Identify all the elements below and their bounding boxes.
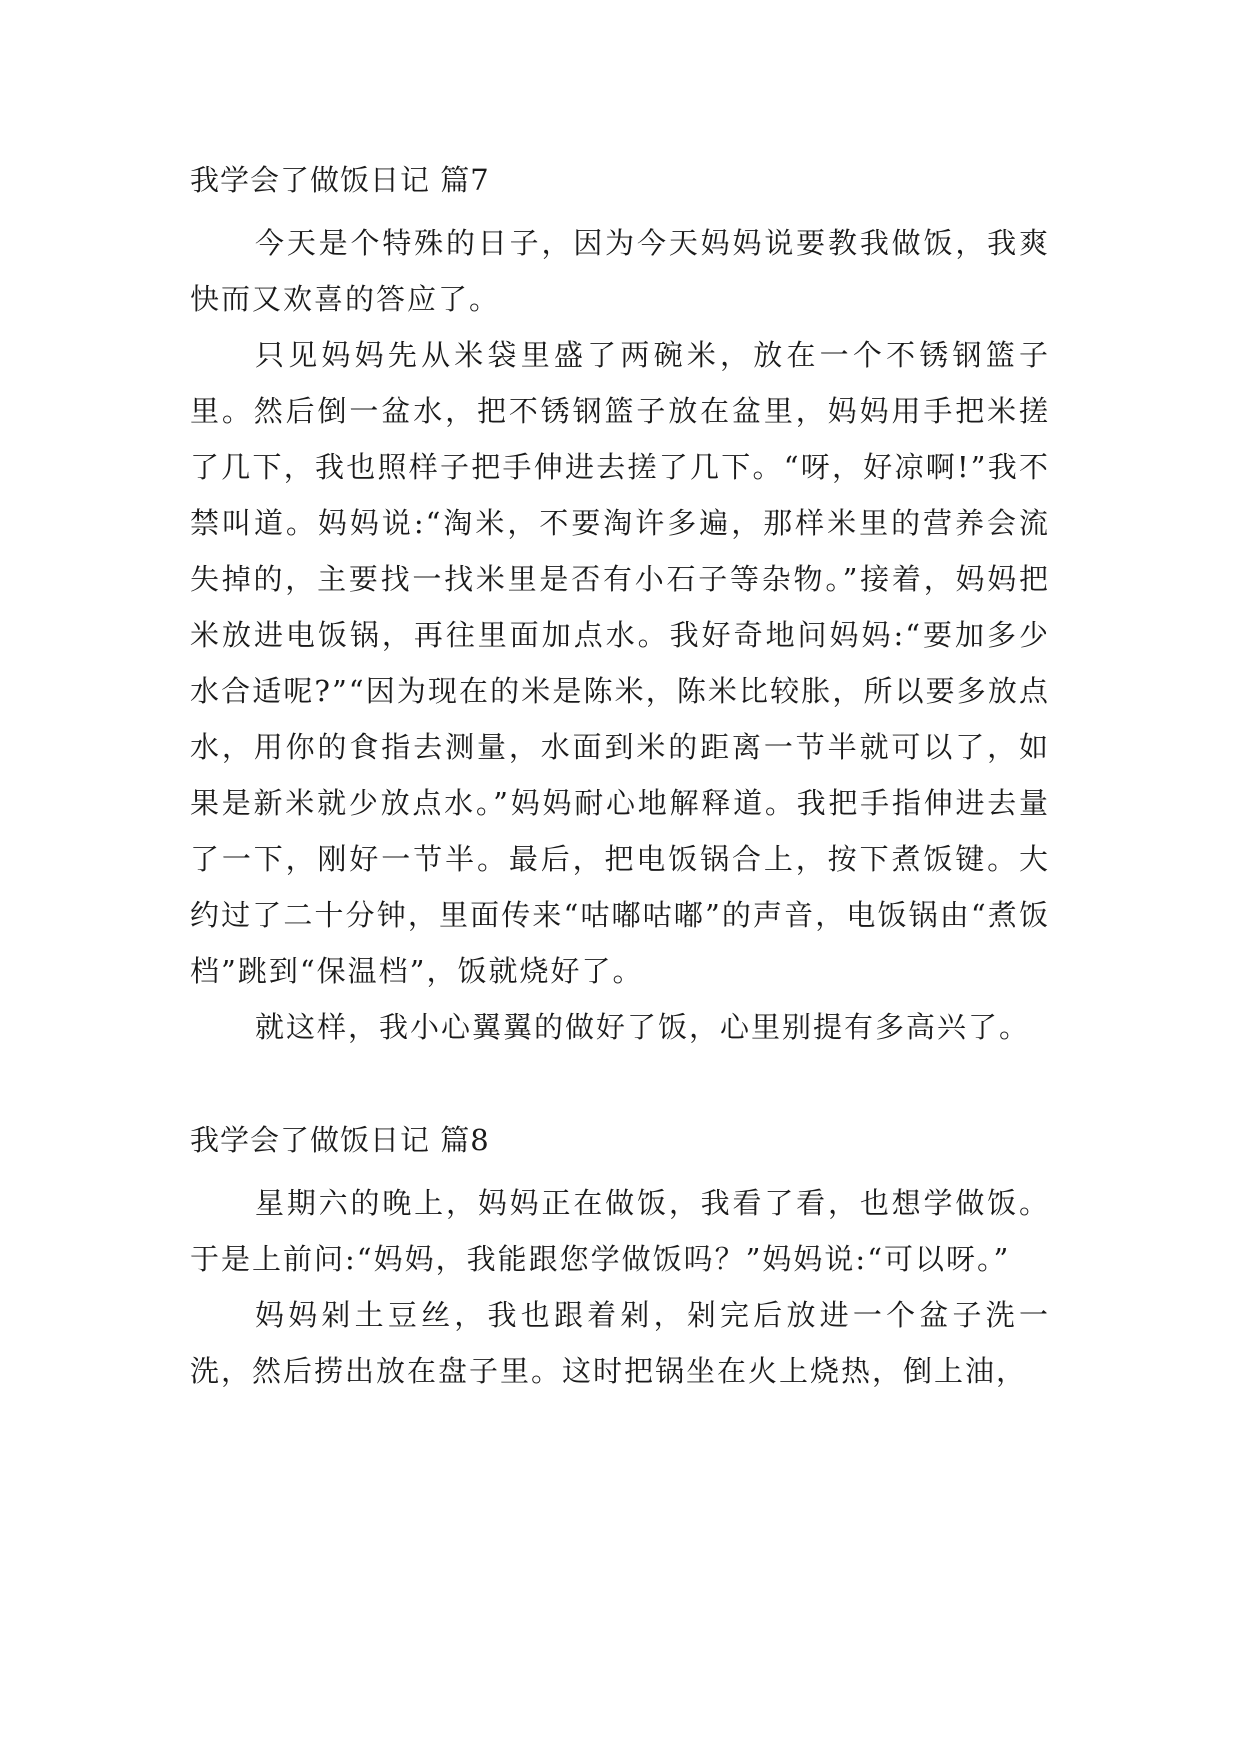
paragraph: 今天是个特殊的日子，因为今天妈妈说要教我做饭，我爽快而又欢喜的答应了。	[190, 226, 1050, 316]
entry-title: 我学会了做饭日记 篇8	[190, 1123, 490, 1157]
paragraph: 妈妈剁土豆丝，我也跟着剁，剁完后放进一个盆子洗一洗，然后捞出放在盘子里。这时把锅坐在火上烧热，倒上油，	[190, 1298, 1050, 1388]
entry-title: 我学会了做饭日记 篇7	[190, 163, 490, 197]
document-page	[190, 160, 1050, 1399]
paragraph: 星期六的晚上，妈妈正在做饭，我看了看，也想学做饭。于是上前问:“妈妈，我能跟您学做饭吗？”妈妈说:“可以呀。”	[190, 1186, 1050, 1276]
paragraph: 就这样，我小心翼翼的做好了饭，心里别提有多高兴了。	[255, 1010, 1031, 1044]
diary-entry-7	[190, 160, 1050, 1055]
diary-entry-8	[190, 1120, 1050, 1399]
paragraph: 只见妈妈先从米袋里盛了两碗米，放在一个不锈钢篮子里。然后倒一盆水，把不锈钢篮子放在盆里，妈妈用手把米搓了几下，我也照样子把手伸进去搓了几下。“呀，好凉啊!”我不禁叫道。妈妈说:“淘米，不要淘许多遍，那样米里的营养会流失掉的，主要找一找米里是否有小石子等杂物。”接着，妈妈把米放进电饭锅，再往里面加点水。我好奇地问妈妈:“要加多少水合适呢?”“因为现在的米是陈米，陈米比较胀，所以要多放点水，用你的食指去测量，水面到米的距离一节半就可以了，如果是新米就少放点水。”妈妈耐心地解释道。我把手指伸进去量了一下，刚好一节半。最后，把电饭锅合上，按下煮饭键。大约过了二十分钟，里面传来“咕嘟咕嘟”的声音，电饭锅由“煮饭档”跳到“保温档”，饭就烧好了。	[190, 338, 1050, 988]
